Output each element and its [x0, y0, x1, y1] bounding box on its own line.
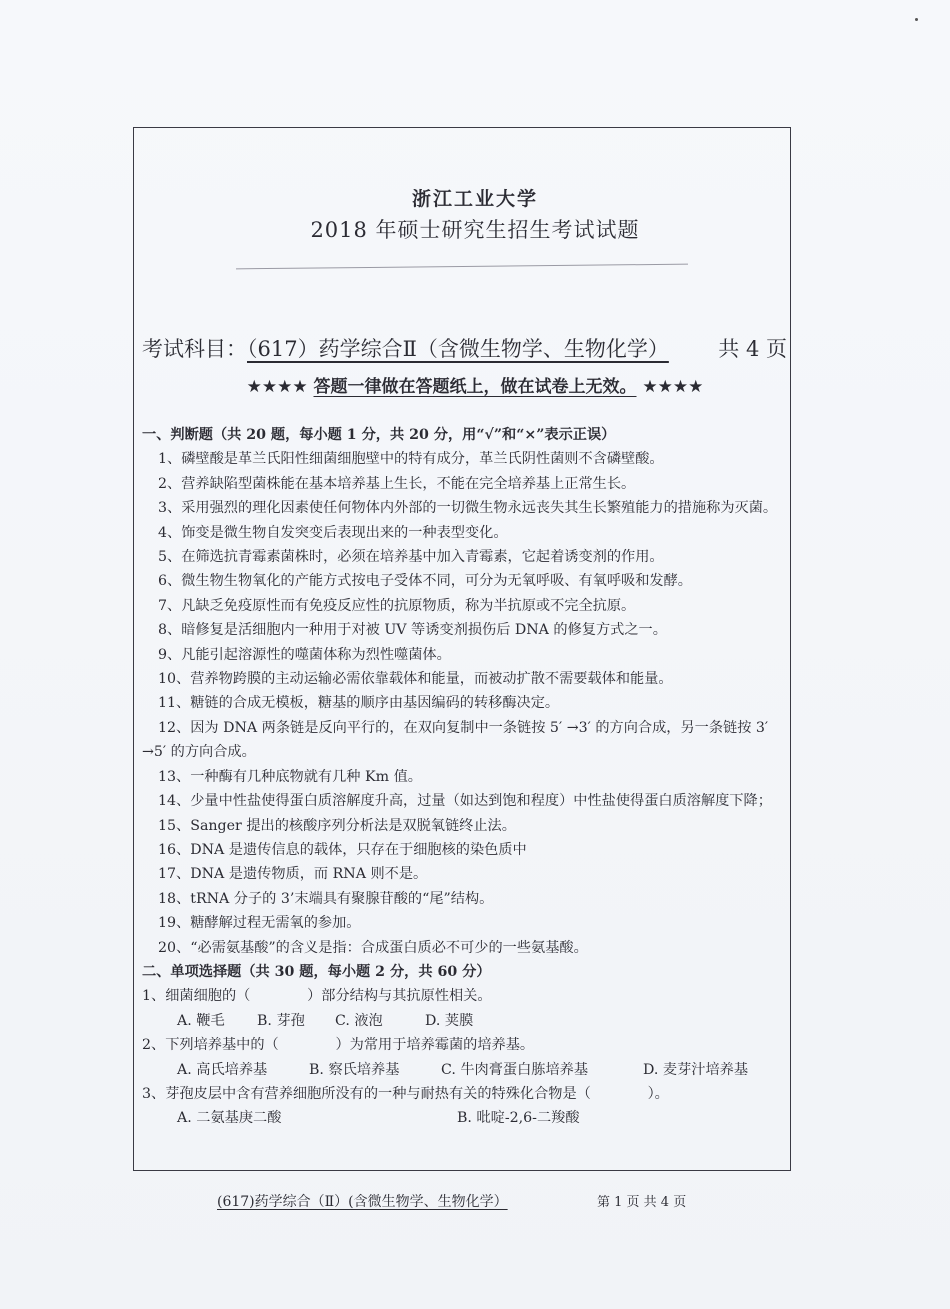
footer-page-number: 第 1 页 共 4 页 — [597, 1195, 687, 1210]
subject-line — [142, 333, 787, 363]
choice-options — [142, 1009, 787, 1033]
choice-options — [142, 1058, 787, 1082]
judgement-item: 15、Sanger 提出的核酸序列分析法是双脱氧链终止法。 — [158, 817, 516, 834]
section-title-choice: 二、单项选择题（共 30 题，每小题 2 分，共 60 分） — [142, 963, 491, 980]
subject-name: （617）药学综合Ⅱ（含微生物学、生物化学） — [247, 337, 669, 361]
choice-option: A. 二氨基庚二酸 — [177, 1110, 282, 1127]
judgement-item: 20、“必需氨基酸”的含义是指：合成蛋白质必不可少的一些氨基酸。 — [158, 939, 588, 956]
choice-options — [142, 1106, 787, 1130]
notice-stars-right: ★★★★ — [642, 377, 704, 397]
section-title-judgement: 一、判断题（共 20 题，每小题 1 分，共 20 分，用“√”和“×”表示正误） — [142, 427, 616, 443]
notice-stars-left: ★★★★ — [246, 377, 308, 397]
choice-option: B. 芽孢 — [257, 1012, 305, 1029]
judgement-item: 12、因为 DNA 两条链是反向平行的，在双向复制中一条链按 5′ →3′ 的方向合成，另一条链按 3′ →5′ 的方向合成。 — [142, 719, 769, 761]
choice-option: C. 牛肉膏蛋白胨培养基 — [441, 1061, 589, 1078]
judgement-item: 13、一种酶有几种底物就有几种 Km 值。 — [158, 768, 422, 785]
judgement-item: 7、凡缺乏免疫原性而有免疫反应性的抗原物质，称为半抗原或不完全抗原。 — [158, 597, 636, 614]
choice-question-stem: 3、芽孢皮层中含有营养细胞所没有的一种与耐热有关的特殊化合物是（ ）。 — [142, 1085, 669, 1102]
judgement-item: 9、凡能引起溶源性的噬菌体称为烈性噬菌体。 — [158, 646, 451, 663]
choice-option: D. 麦芽汁培养基 — [643, 1061, 749, 1078]
total-pages: 共 4 页 — [718, 337, 787, 361]
judgement-item: 2、营养缺陷型菌株能在基本培养基上生长，不能在完全培养基上正常生长。 — [158, 475, 636, 492]
judgement-item: 6、微生物生物氧化的产能方式按电子受体不同，可分为无氧呼吸、有氧呼吸和发酵。 — [158, 573, 692, 590]
scan-speck — [915, 18, 918, 21]
judgement-item: 1、磷壁酸是革兰氏阳性细菌细胞壁中的特有成分，革兰氏阴性菌则不含磷壁酸。 — [158, 451, 664, 468]
choice-option: C. 液泡 — [335, 1012, 383, 1029]
answer-notice — [0, 372, 950, 397]
choice-option: D. 荚膜 — [425, 1012, 474, 1029]
judgement-item: 3、采用强烈的理化因素使任何物体内外部的一切微生物永远丧失其生长繁殖能力的措施称为灭菌。 — [158, 500, 778, 517]
judgement-item: 19、糖酵解过程无需氧的参加。 — [158, 915, 361, 932]
judgement-item: 18、tRNA 分子的 3’末端具有聚腺苷酸的“尾”结构。 — [158, 890, 494, 907]
choice-option: B. 察氏培养基 — [309, 1061, 400, 1078]
judgement-item: 8、暗修复是活细胞内一种用于对被 UV 等诱变剂损伤后 DNA 的修复方式之一。 — [158, 622, 667, 639]
exam-title: 2018 年硕士研究生招生考试试题 — [310, 218, 640, 242]
judgement-item: 16、DNA 是遗传信息的载体，只存在于细胞核的染色质中 — [158, 841, 527, 858]
choice-option: A. 高氏培养基 — [177, 1061, 268, 1078]
judgement-item: 4、饰变是微生物自发突变后表现出来的一种表型变化。 — [158, 524, 508, 541]
subject-label: 考试科目： — [142, 337, 247, 361]
question-content — [142, 423, 787, 1131]
judgement-item: 5、在筛选抗青霉素菌株时，必须在培养基中加入青霉素，它起着诱变剂的作用。 — [158, 549, 664, 566]
university-name: 浙江工业大学 — [411, 188, 538, 210]
choice-question-stem: 1、细菌细胞的（ ）部分结构与其抗原性相关。 — [142, 988, 492, 1005]
judgement-item: 14、少量中性盐使得蛋白质溶解度升高，过量（如达到饱和程度）中性盐使得蛋白质溶解度下降； — [158, 793, 772, 810]
choice-question-stem: 2、下列培养基中的（ ）为常用于培养霉菌的培养基。 — [142, 1037, 535, 1054]
footer-course: (617)药学综合（Ⅱ）(含微生物学、生物化学） — [217, 1194, 508, 1210]
judgement-item: 17、DNA 是遗传物质，而 RNA 则不是。 — [158, 866, 428, 883]
choice-option: B. 吡啶-2,6-二羧酸 — [457, 1110, 580, 1127]
judgement-item: 10、营养物跨膜的主动运输必需依靠载体和能量，而被动扩散不需要载体和能量。 — [158, 671, 673, 688]
judgement-item: 11、糖链的合成无模板，糖基的顺序由基因编码的转移酶决定。 — [158, 695, 560, 712]
notice-text: 答题一律做在答题纸上，做在试卷上无效。 — [313, 377, 637, 397]
choice-option: A. 鞭毛 — [177, 1012, 225, 1029]
